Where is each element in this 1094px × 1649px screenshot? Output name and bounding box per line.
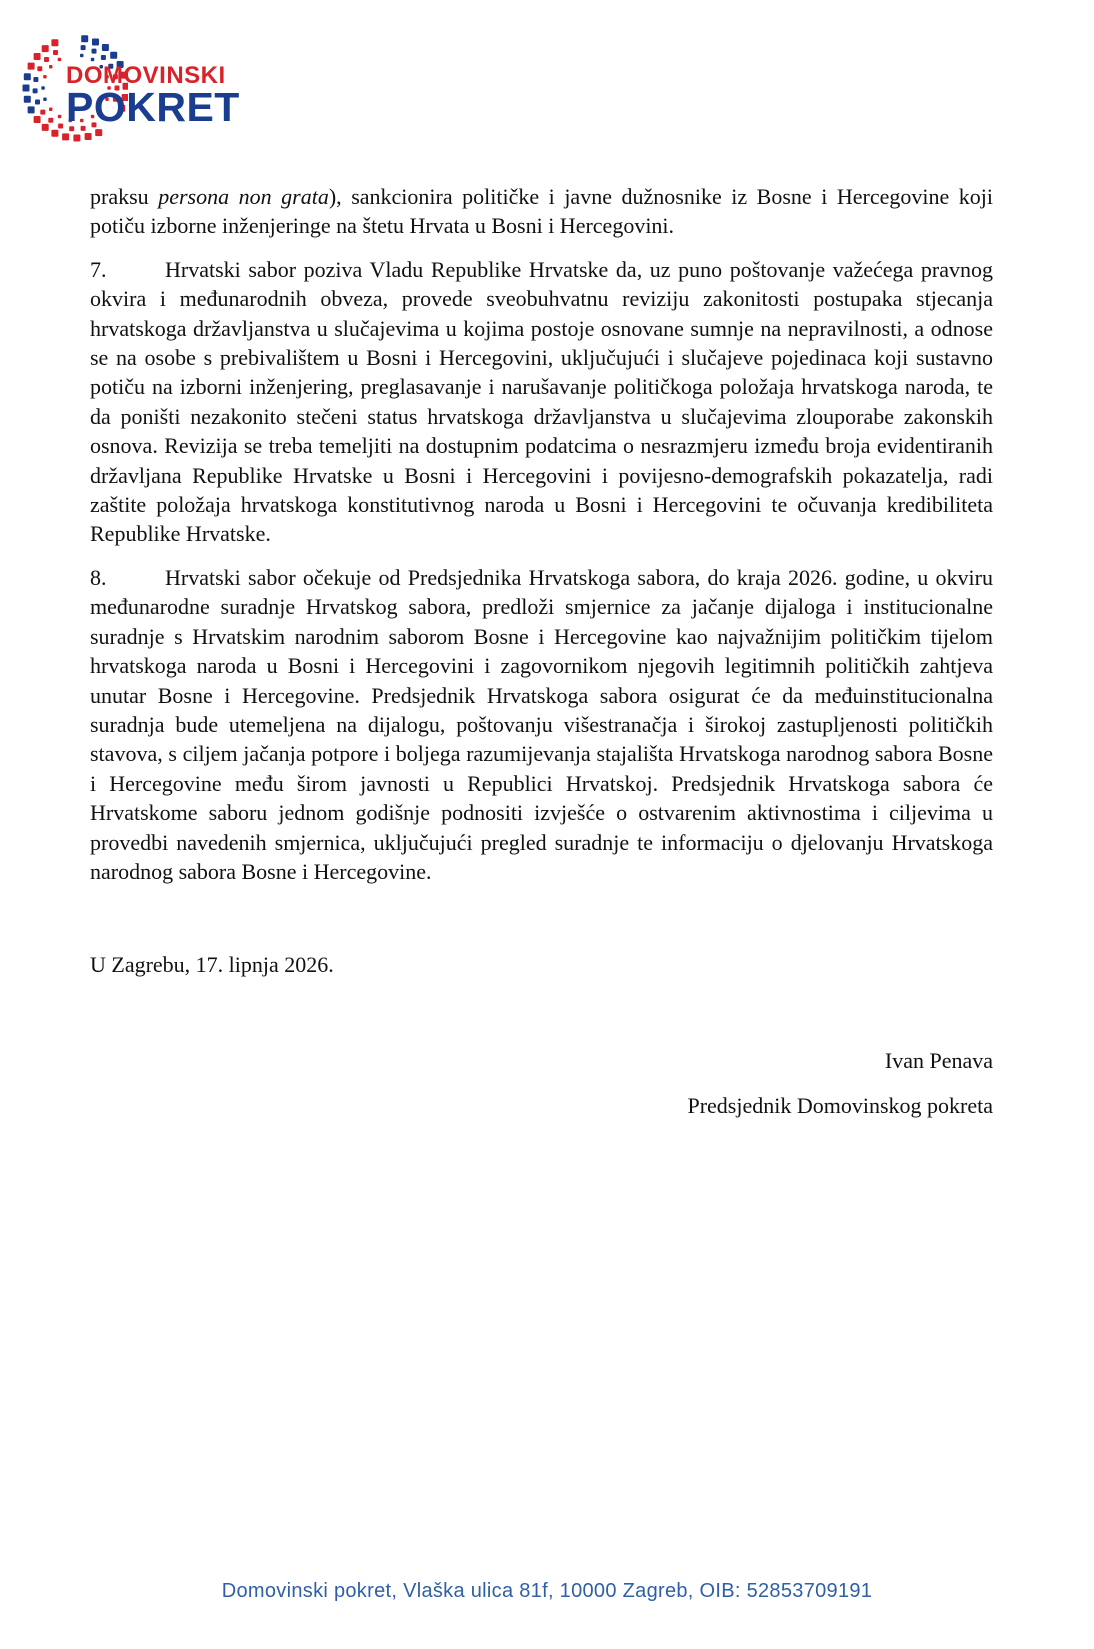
paragraph-8 [90, 563, 993, 886]
logo-dot [35, 100, 40, 105]
logo-dot [91, 58, 95, 62]
logo-dot [34, 116, 41, 123]
logo-dot [42, 124, 49, 131]
logo-dot [58, 115, 62, 119]
logo-text-domovinski: DOMOVINSKI [66, 62, 226, 89]
logo-dot [110, 52, 117, 59]
paragraph-text: ), sankcionira političke i javne dužnosnike iz Bosne i Hercegovine koji potiču izborne inženjeringe na štetu Hrvata u Bosni i Hercegovini. [90, 184, 993, 239]
logo-dot [37, 66, 42, 71]
logo-dot [24, 96, 31, 103]
paragraph-text: Hrvatski sabor poziva Vladu Republike Hrvatske da, uz puno poštovanje važećega pravnog okvira i međunarodnih obveza, provede sveobuhvatnu reviziju zakonitosti postupaka stjecanja hrvatskoga državljanstva u slučajevima u kojima postoje osnovane sumnje na nepravilnosti, a odnose se na osobe s prebivalištem u Bosni i Hercegovini, uključujući i slučajeve pojedinaca koji sustavno potiču na izborni inženjering, preglasavanje i narušavanje političkoga položaja hrvatskoga naroda, te da poništi nezakonito stečeni status hrvatskoga državljanstva u slučajevima zlouporabe zakonskih osnova. Revizija se treba temeljiti na dostupnim podatcima o nesrazmjeru između broja evidentiranih državljana Republike Hrvatske u Bosni i Hercegovini i povijesno-demografskih pokazatelja, radi zaštite položaja hrvatskoga konstitutivnog naroda u Bosni i Hercegovini te očuvanja kredibiliteta Republike Hrvatske. [90, 256, 993, 547]
logo-dot [43, 98, 47, 102]
logo-dot [51, 130, 58, 137]
paragraph-number: 7. [90, 256, 107, 282]
paragraph-italic-phrase: persona non grata [158, 184, 329, 209]
logo-dot [23, 85, 30, 92]
logo-dot [49, 65, 53, 69]
logo-dot [24, 73, 31, 80]
logo-dot [34, 53, 41, 60]
logo-dot [58, 58, 62, 62]
logo-dot [42, 45, 49, 52]
logo-dot [48, 118, 53, 123]
paragraph-7 [90, 255, 993, 549]
footer-address: Domovinski pokret, Vlaška ulica 81f, 10000 Zagreb, OIB: 52853709191 [221, 1580, 873, 1602]
logo-dot [40, 110, 45, 115]
signature-block [90, 1046, 993, 1121]
document-body [90, 182, 993, 1121]
logo-dot [102, 44, 109, 51]
logo-dot [92, 39, 99, 46]
signatory-name: Ivan Penava [884, 1047, 993, 1073]
date-line: U Zagrebu, 17. lipnja 2026. [90, 952, 334, 978]
paragraph-text: praksu [90, 184, 159, 209]
logo-dot [58, 124, 63, 129]
logo-text-pokret: POKRET [66, 84, 240, 130]
logo-dot [43, 75, 47, 79]
logo-dot [53, 50, 58, 55]
logo-dot [28, 63, 35, 70]
logo-dot [28, 106, 35, 113]
logo-dot [44, 57, 49, 62]
logo-dot [80, 54, 84, 58]
logo-dot [51, 39, 58, 46]
logo-dot [92, 49, 97, 54]
paragraph-number: 8. [90, 564, 107, 590]
logo-dot [101, 55, 106, 60]
paragraph-text: Hrvatski sabor očekuje od Predsjednika Hrvatskoga sabora, do kraja 2026. godine, u okviru međunarodne suradnje Hrvatskog sabora, predloži smjernice za jačanje dijaloga i institucionalne suradnje s Hrvatskim narodnim saborom Bosne i Hercegovine kao najvažnijim političkim tijelom hrvatskoga naroda u Bosni i Hercegovini i zagovornikom njegovih legitimnih političkih zahtjeva unutar Bosne i Hercegovine. Predsjednik Hrvatskoga sabora osigurat će da međuinstitucionalna suradnja bude utemeljena na dijalogu, poštovanju višestranačja i širokoj zastupljenosti političkih stavova, s ciljem jačanja potpore i boljega razumijevanja stajališta Hrvatskoga narodnog sabora Bosne i Hercegovine među širom javnosti u Republici Hrvatskoj. Predsjednik Hrvatskoga sabora će Hrvatskome saboru jednom godišnje podnositi izvješće o ostvarenim aktivnostima i ciljevima u provedbi navedenih smjernica, uključujući pregled suradnje te informaciju o djelovanju Hrvatskoga narodnog sabora Bosne i Hercegovine. [90, 564, 993, 884]
logo-dot [33, 77, 38, 82]
logo-dot [81, 45, 86, 50]
party-logo [18, 30, 258, 150]
logo-dot [41, 86, 45, 90]
paragraph-continuation [90, 182, 993, 241]
logo-dot [62, 133, 69, 140]
logo-dot [81, 35, 88, 42]
logo-dot [49, 108, 53, 112]
logo-dot [73, 135, 80, 142]
signatory-title: Predsjednik Domovinskog pokreta [687, 1093, 993, 1119]
logo-dot [33, 88, 38, 93]
logo-dot [85, 133, 92, 140]
